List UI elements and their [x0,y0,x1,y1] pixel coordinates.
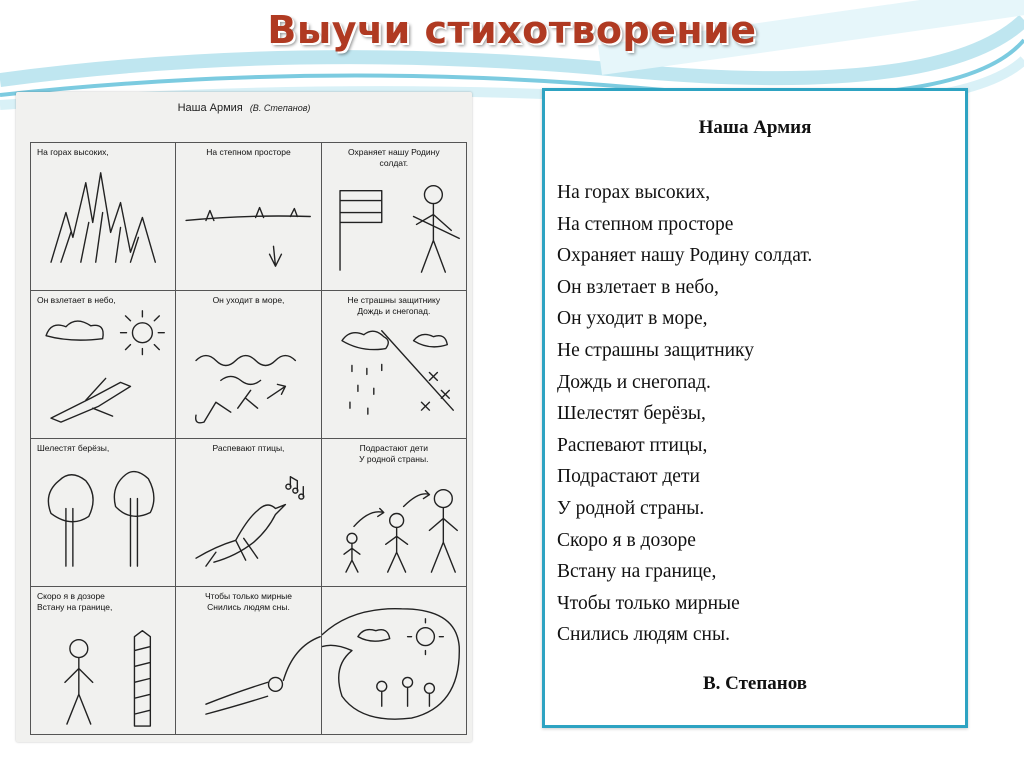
pictogram-cell [176,439,321,587]
border-guard-drawing [31,587,175,734]
pictogram-grid [30,142,467,735]
cell-caption: Распевают птицы, [212,443,285,453]
poem-author: В. Степанов [702,673,808,694]
poem-line: Подрастают дети [557,466,700,488]
soldier-flag-drawing [322,143,466,290]
worksheet-header [16,102,472,114]
pictogram-cell [176,291,321,439]
pictogram-cell [322,291,467,439]
children-drawing [322,439,466,586]
poem-line: На горах высоких, [557,182,711,203]
poem-line: Распевают птицы, [557,434,708,456]
pictogram-cell [322,143,467,291]
sea-drawing [176,291,320,438]
cell-caption: Скоро я в дозоре Встану на границе, [37,591,113,612]
sleeping-person-drawing [176,587,320,734]
worksheet-title: Наша Армия [177,102,243,114]
pictogram-cell [176,143,321,291]
worksheet-author: (В. Степанов) [249,103,311,113]
pictogram-worksheet [16,92,472,742]
pictogram-cell [322,587,467,735]
cell-caption: Он взлетает в небо, [37,295,116,305]
mountains-drawing [31,143,175,290]
pictogram-cell [31,439,176,587]
pictogram-cell [31,143,176,291]
poem-line: Охраняет нашу Родину солдат. [557,245,813,267]
poem-line: Он уходит в море, [557,308,708,330]
bird-drawing [176,439,320,586]
pictogram-cell [31,587,176,735]
poem-lines [557,177,812,651]
cell-caption: Он уходит в море, [212,295,285,305]
pictogram-cell [31,291,176,439]
cell-caption: На степном просторе [206,147,291,157]
cell-caption: На горах высоких, [37,147,109,157]
poem-line: У родной страны. [557,497,705,519]
poem-line: Чтобы только мирные [557,592,740,614]
poem-line: Не страшны защитнику [557,339,755,361]
pictogram-cell [322,439,467,587]
poem-line: Снились людям сны. [557,624,730,646]
pictogram-cell [176,587,321,735]
cell-caption: Подрастают дети У родной страны. [359,443,429,464]
poem-panel [542,88,968,728]
poem-line: На степном просторе [557,213,734,235]
rain-snow-drawing [322,291,466,438]
cell-caption: Шелестят берёзы, [37,443,110,453]
poem-line: Дождь и снегопад. [557,371,711,393]
dream-bubble-drawing [322,587,466,734]
steppe-drawing [176,143,320,290]
poem-line: Скоро я в дозоре [557,529,696,551]
birches-drawing [31,439,175,586]
cell-caption: Не страшны защитнику Дождь и снегопад. [347,295,441,316]
cell-caption: Чтобы только мирные Снились людям сны. [204,591,292,612]
poem-line: Встану на границе, [557,561,717,583]
airplane-drawing [31,291,175,438]
slide-title: Выучи стихотворение [267,8,757,52]
poem-title: Наша Армия [698,117,812,138]
poem-line: Шелестят берёзы, [557,403,706,425]
cell-caption: Охраняет нашу Родину солдат. [348,147,440,168]
poem-line: Он взлетает в небо, [557,276,719,298]
